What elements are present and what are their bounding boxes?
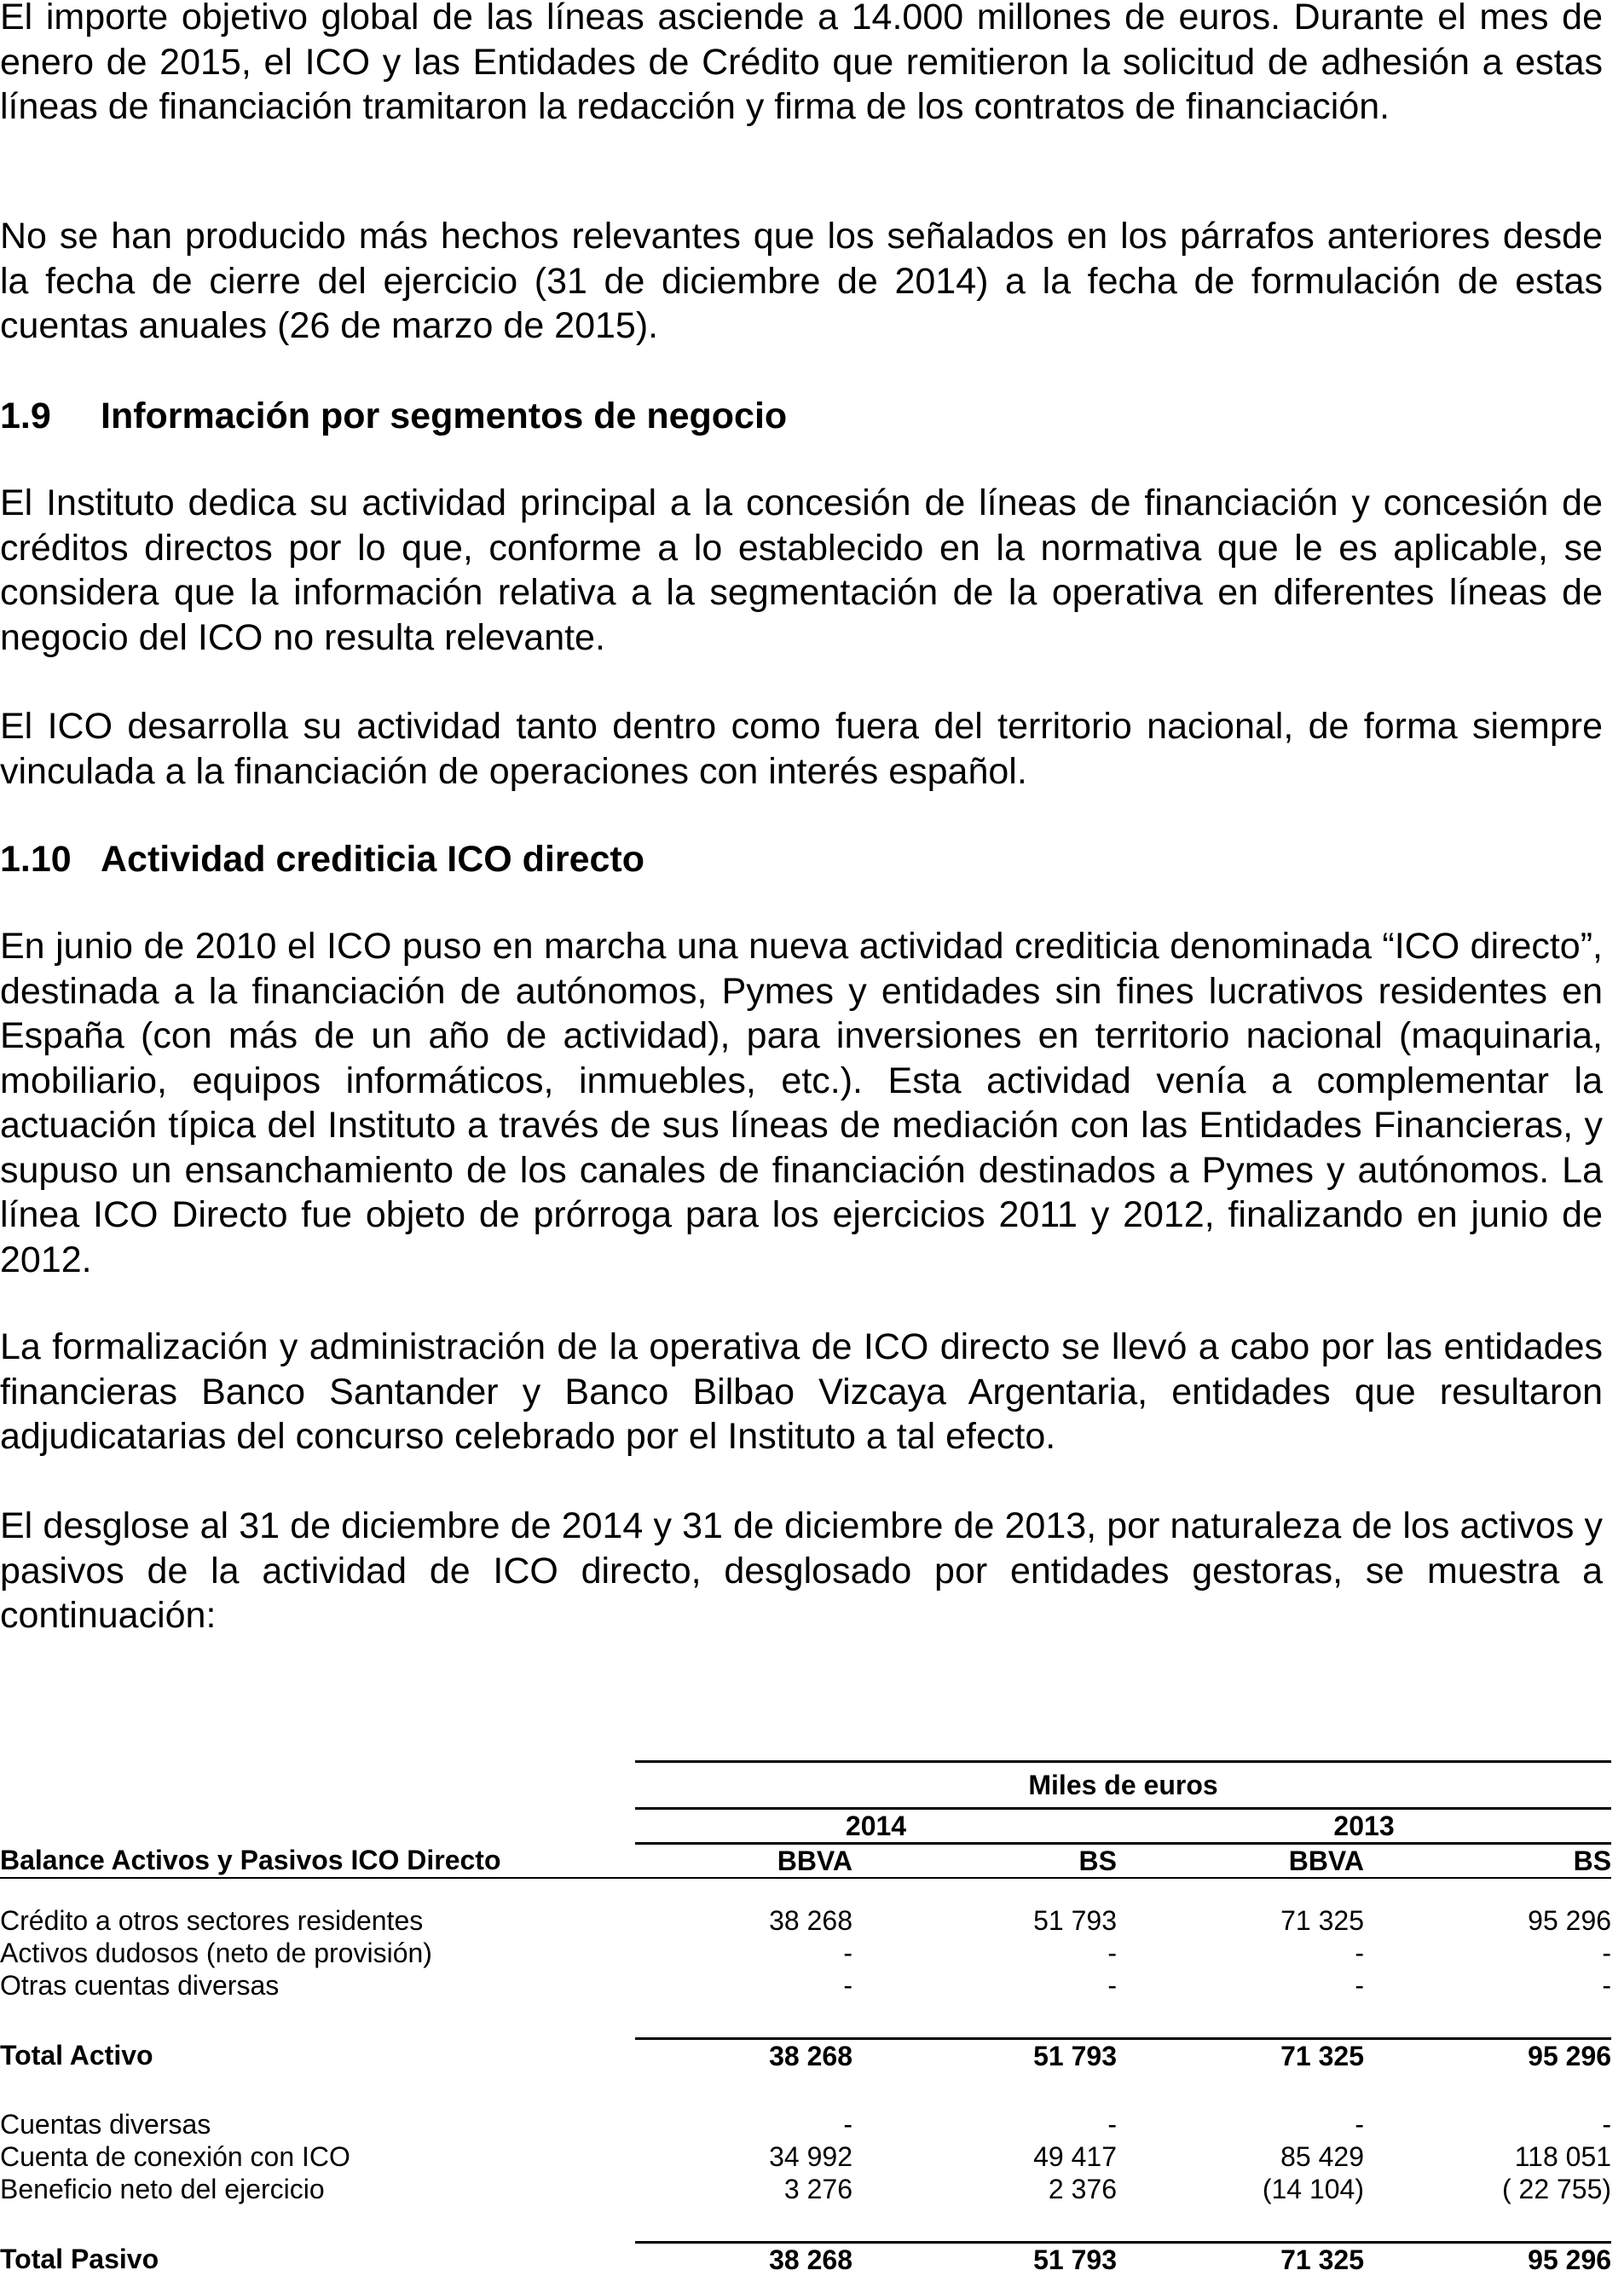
unit-header: Miles de euros: [635, 1760, 1611, 1807]
table-row: [0, 1969, 1611, 2002]
cell-value: 51 793: [852, 2241, 1117, 2276]
table-row: [0, 1904, 1611, 1937]
cell-value: (14 104): [1262, 2174, 1364, 2204]
column-header-bs-2013: BS: [1364, 1842, 1611, 1877]
cell-value: 85 429: [1280, 2141, 1364, 2172]
section-title: Información por segmentos de negocio: [101, 396, 788, 436]
cell-value: 71 325: [1117, 2037, 1364, 2072]
cell-value: ( 22 755): [1501, 2174, 1612, 2204]
cell-value: 51 793: [852, 2037, 1117, 2072]
year-header-2013: 2013: [1117, 1807, 1611, 1842]
column-header-bbva-2013: BBVA: [1117, 1842, 1364, 1877]
cell-value: 95 296: [1528, 1905, 1612, 1936]
cell-value: -: [1602, 1970, 1612, 2001]
table-row: [0, 1937, 1611, 1969]
cell-value: 95 296: [1364, 2241, 1611, 2276]
cell-value: -: [1107, 1970, 1117, 2001]
row-label: Cuentas diversas: [0, 2109, 211, 2140]
section-heading-1-9: [0, 394, 1603, 439]
cell-value: 34 992: [769, 2141, 852, 2172]
cell-value: 49 417: [1033, 2141, 1117, 2172]
cell-value: 118 051: [1514, 2141, 1612, 2172]
cell-value: 3 276: [783, 2174, 852, 2204]
cell-value: -: [843, 1938, 852, 1968]
table-row: [0, 2173, 1611, 2205]
cell-value: -: [1107, 2109, 1117, 2140]
column-header-bbva-2014: BBVA: [635, 1842, 852, 1877]
cell-value: 38 268: [769, 1905, 852, 1936]
paragraph: El importe objetivo global de las líneas asciende a 14.000 millones de euros. Durante el mes de enero de 2015, el ICO y las Entidades de Crédito que remitieron la solicitud de adhesión a estas líneas de financiación tramitaron la redacción y firma de los contratos de financiación.: [0, 0, 1603, 127]
cell-value: 71 325: [1117, 2241, 1364, 2276]
cell-value: 95 296: [1364, 2037, 1611, 2072]
paragraph: El ICO desarrolla su actividad tanto dentro como fuera del territorio nacional, de forma siempre vinculada a la financiación de operaciones con interés español.: [0, 706, 1603, 792]
paragraph: El Instituto dedica su actividad principal a la concesión de líneas de financiación y concesión de créditos directos por lo que, conforme a lo establecido en la normativa que le es aplicable, se considera que la información relativa a la segmentación de la operativa en diferentes líneas de negocio del ICO no resulta relevante.: [0, 482, 1603, 658]
cell-value: 38 268: [635, 2037, 852, 2072]
cell-value: 71 325: [1280, 1905, 1364, 1936]
cell-value: -: [1355, 2109, 1364, 2140]
cell-value: -: [1602, 2109, 1612, 2140]
paragraph: No se han producido más hechos relevantes que los señalados en los párrafos anteriores desde la fecha de cierre del ejercicio (31 de diciembre de 2014) a la fecha de formulación de estas cuentas anuales (26 de marzo de 2015).: [0, 216, 1603, 346]
cell-value: -: [843, 1970, 852, 2001]
cell-value: 51 793: [1033, 1905, 1117, 1936]
paragraph: En junio de 2010 el ICO puso en marcha una nueva actividad crediticia denominada “ICO directo”, destinada a la financiación de autónomos, Pymes y entidades sin fines lucrativos residentes en España (con más de un año de actividad), para inversiones en territorio nacional (maquinaria, mobiliario, equipos informáticos, inmuebles, etc.). Esta actividad venía a complementar la actuación típica del Instituto a través de sus líneas de mediación con las Entidades Financieras, y supuso un ensanchamiento de los canales de financiación destinados a Pymes y autónomos. La línea ICO Directo fue objeto de prórroga para los ejercicios 2011 y 2012, finalizando en junio de 2012.: [0, 926, 1603, 1280]
paragraph: El desglose al 31 de diciembre de 2014 y 31 de diciembre de 2013, por naturaleza de los activos y pasivos de la actividad de ICO directo, desglosado por entidades gestoras, se muestra a continuación:: [0, 1505, 1603, 1636]
section-title: Actividad crediticia ICO directo: [101, 839, 645, 880]
section-heading-1-10: [0, 837, 1603, 882]
table-row: [0, 2140, 1611, 2173]
row-label: Cuenta de conexión con ICO: [0, 2141, 350, 2172]
year-header-2014: 2014: [635, 1807, 1117, 1842]
cell-value: -: [1355, 1970, 1364, 2001]
row-label: Total Pasivo: [0, 2243, 159, 2274]
balance-table: [0, 1760, 1611, 2276]
column-header-bs-2014: BS: [852, 1842, 1117, 1877]
table-row: [0, 2108, 1611, 2140]
cell-value: -: [843, 2109, 852, 2140]
section-number: 1.10: [0, 839, 72, 880]
table-row-total: [0, 2037, 1611, 2072]
section-number: 1.9: [0, 396, 51, 436]
cell-value: 38 268: [635, 2241, 852, 2276]
row-label: Activos dudosos (neto de provisión): [0, 1938, 432, 1968]
row-label: Beneficio neto del ejercicio: [0, 2174, 325, 2204]
cell-value: -: [1602, 1938, 1612, 1968]
row-label: Crédito a otros sectores residentes: [0, 1905, 424, 1936]
row-label: Total Activo: [0, 2039, 153, 2071]
cell-value: 2 376: [1048, 2174, 1117, 2204]
row-label: Otras cuentas diversas: [0, 1970, 280, 2001]
cell-value: -: [1355, 1938, 1364, 1968]
cell-value: -: [1107, 1938, 1117, 1968]
row-header: Balance Activos y Pasivos ICO Directo: [0, 1844, 501, 1875]
paragraph: La formalización y administración de la operativa de ICO directo se llevó a cabo por las entidades financieras Banco Santander y Banco Bilbao Vizcaya Argentaria, entidades que resultaron adjudicatarias del concurso celebrado por el Instituto a tal efecto.: [0, 1326, 1603, 1457]
